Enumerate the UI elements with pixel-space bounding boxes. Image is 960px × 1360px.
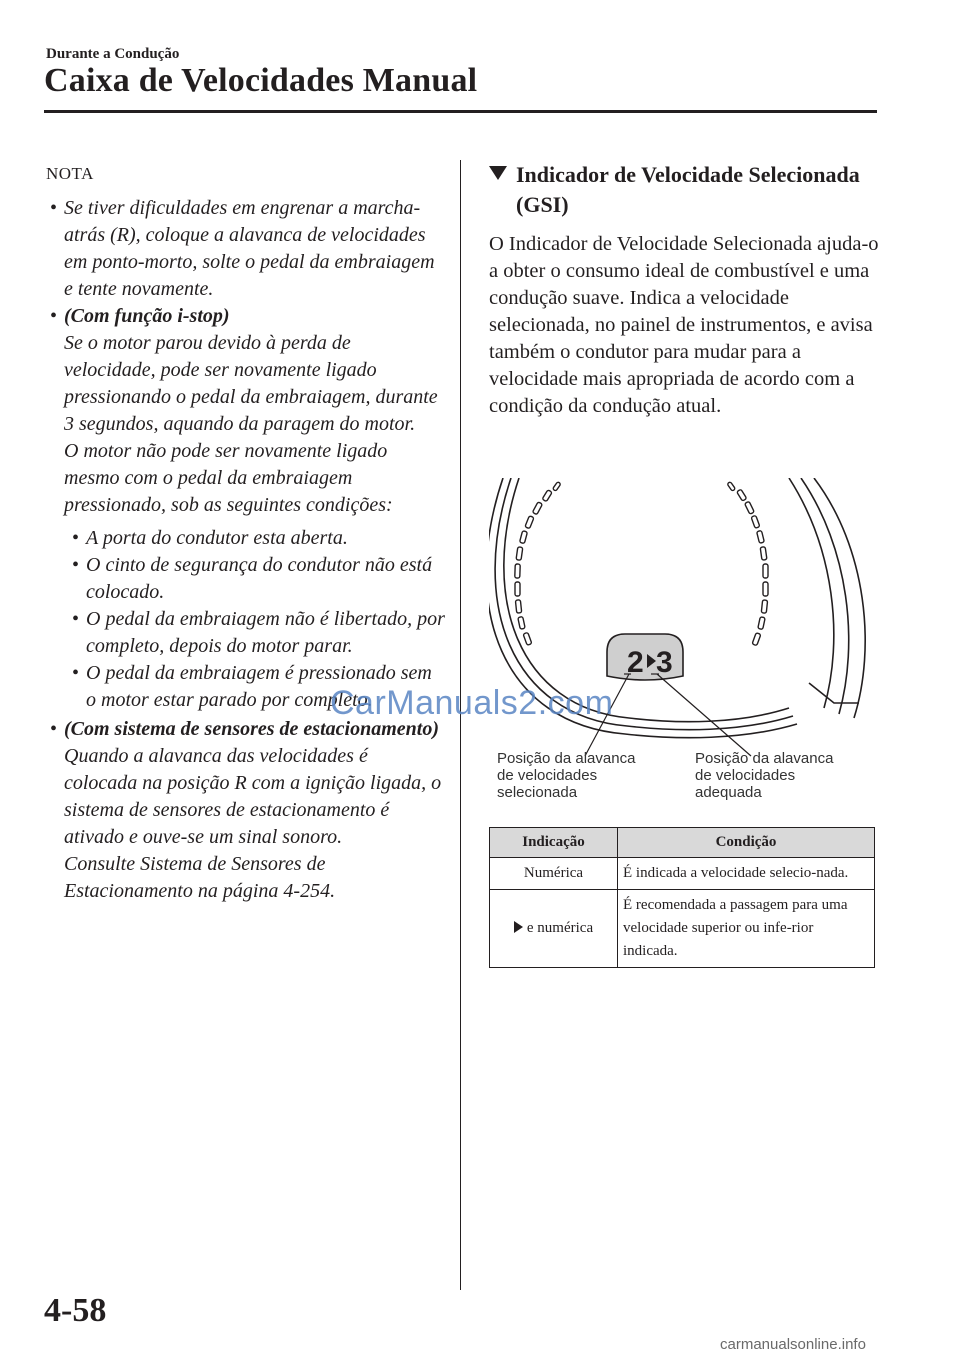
gsi-section xyxy=(489,160,879,420)
bullet-icon: • xyxy=(50,718,58,740)
note-item-lead: (Com sistema de sensores de estacionamento) xyxy=(64,718,439,740)
callout-line: Posição da alavanca xyxy=(695,750,834,767)
sub-item-text: O pedal da embraiagem é pressionado sem o motor estar parado por completo. xyxy=(86,662,432,711)
table-header: Condição xyxy=(618,828,875,858)
note-item-text: Quando a alavanca das velocidades é colocada na posição R com a ignição ligada, o sistema de sensores de estacionamento é ativado e ouve-se um sinal sonoro. xyxy=(64,745,442,848)
sub-item-text: O pedal da embraiagem não é libertado, por completo, depois do motor parar. xyxy=(86,608,445,657)
section-paragraph: O Indicador de Velocidade Selecionada ajuda-o a obter o consumo ideal de combustível e uma condução suave. Indica a velocidade selecionada, no painel de instrumentos, e avisa também o condutor para mudar para a velocidade mais apropriada de acordo com a condição da condução atual. xyxy=(489,233,879,417)
table-cell: É recomendada a passagem para uma velocidade superior ou infe-rior indicada. xyxy=(618,890,875,968)
callout-line: de velocidades xyxy=(497,767,598,784)
bullet-icon: • xyxy=(50,197,58,219)
note-item-text: Se o motor parou devido à perda de velocidade, pode ser novamente ligado pressionando o pedal da embraiagem, durante 3 segundos, aquando da paragem do motor. xyxy=(64,332,438,435)
section-label: Durante a Condução xyxy=(46,46,180,62)
note-label: NOTA xyxy=(46,164,94,183)
table-header-row xyxy=(490,828,875,858)
triangle-down-icon xyxy=(489,166,507,180)
sub-item-text: O cinto de segurança do condutor não está colocado. xyxy=(86,554,433,603)
watermark: CarManuals2.com xyxy=(330,684,614,722)
callout-line: adequada xyxy=(695,784,762,801)
callout-line: selecionada xyxy=(497,784,578,801)
gsi-figure xyxy=(489,478,879,808)
callout-suggested xyxy=(695,750,833,801)
gsi-table xyxy=(489,827,875,968)
table-cell: É indicada a velocidade selecio-nada. xyxy=(618,858,875,890)
footer-site: carmanualsonline.info xyxy=(720,1336,866,1353)
sub-item xyxy=(46,525,446,552)
table-row xyxy=(490,890,875,968)
table-header: Indicação xyxy=(490,828,618,858)
sub-item xyxy=(46,552,446,606)
note-column xyxy=(46,160,446,905)
sub-item-text: A porta do condutor esta aberta. xyxy=(86,527,348,549)
callout-line: de velocidades xyxy=(695,767,796,784)
header-rule xyxy=(44,110,877,113)
page-number: 4-58 xyxy=(44,1292,107,1329)
section-heading-text: Indicador de Velocidade Selecionada (GSI) xyxy=(516,162,860,217)
bullet-icon: • xyxy=(72,608,80,630)
bullet-icon: • xyxy=(50,305,58,327)
table-cell: Numérica xyxy=(490,858,618,890)
note-item xyxy=(46,716,446,905)
section-heading xyxy=(489,160,879,220)
sub-item xyxy=(46,606,446,660)
note-item xyxy=(46,195,446,303)
callout-line: Posição da alavanca xyxy=(497,750,636,767)
bullet-icon: • xyxy=(72,554,80,576)
column-divider xyxy=(460,160,461,1290)
table-cell xyxy=(490,890,618,968)
display-suggested-gear: 3 xyxy=(656,646,673,679)
indication-text: e numérica xyxy=(526,920,594,936)
chapter-title: Caixa de Velocidades Manual xyxy=(44,62,478,99)
note-item-text: Consulte Sistema de Sensores de Estacionamento na página 4-254. xyxy=(64,853,336,902)
triangle-right-icon xyxy=(514,921,523,933)
display-selected-gear: 2 xyxy=(627,646,644,679)
callout-selected xyxy=(497,750,635,801)
bullet-icon: • xyxy=(72,527,80,549)
table-row xyxy=(490,858,875,890)
note-item-text: Se tiver dificuldades em engrenar a marcha-atrás (R), coloque a alavanca de velocidades em ponto-morto, solte o pedal da embraiagem e tente novamente. xyxy=(64,197,435,300)
note-item xyxy=(46,303,446,714)
bullet-icon: • xyxy=(72,662,80,684)
note-item-lead: (Com função i-stop) xyxy=(64,305,230,327)
note-item-text: O motor não pode ser novamente ligado mesmo com o pedal da embraiagem pressionado, sob as seguintes condições: xyxy=(64,440,393,516)
